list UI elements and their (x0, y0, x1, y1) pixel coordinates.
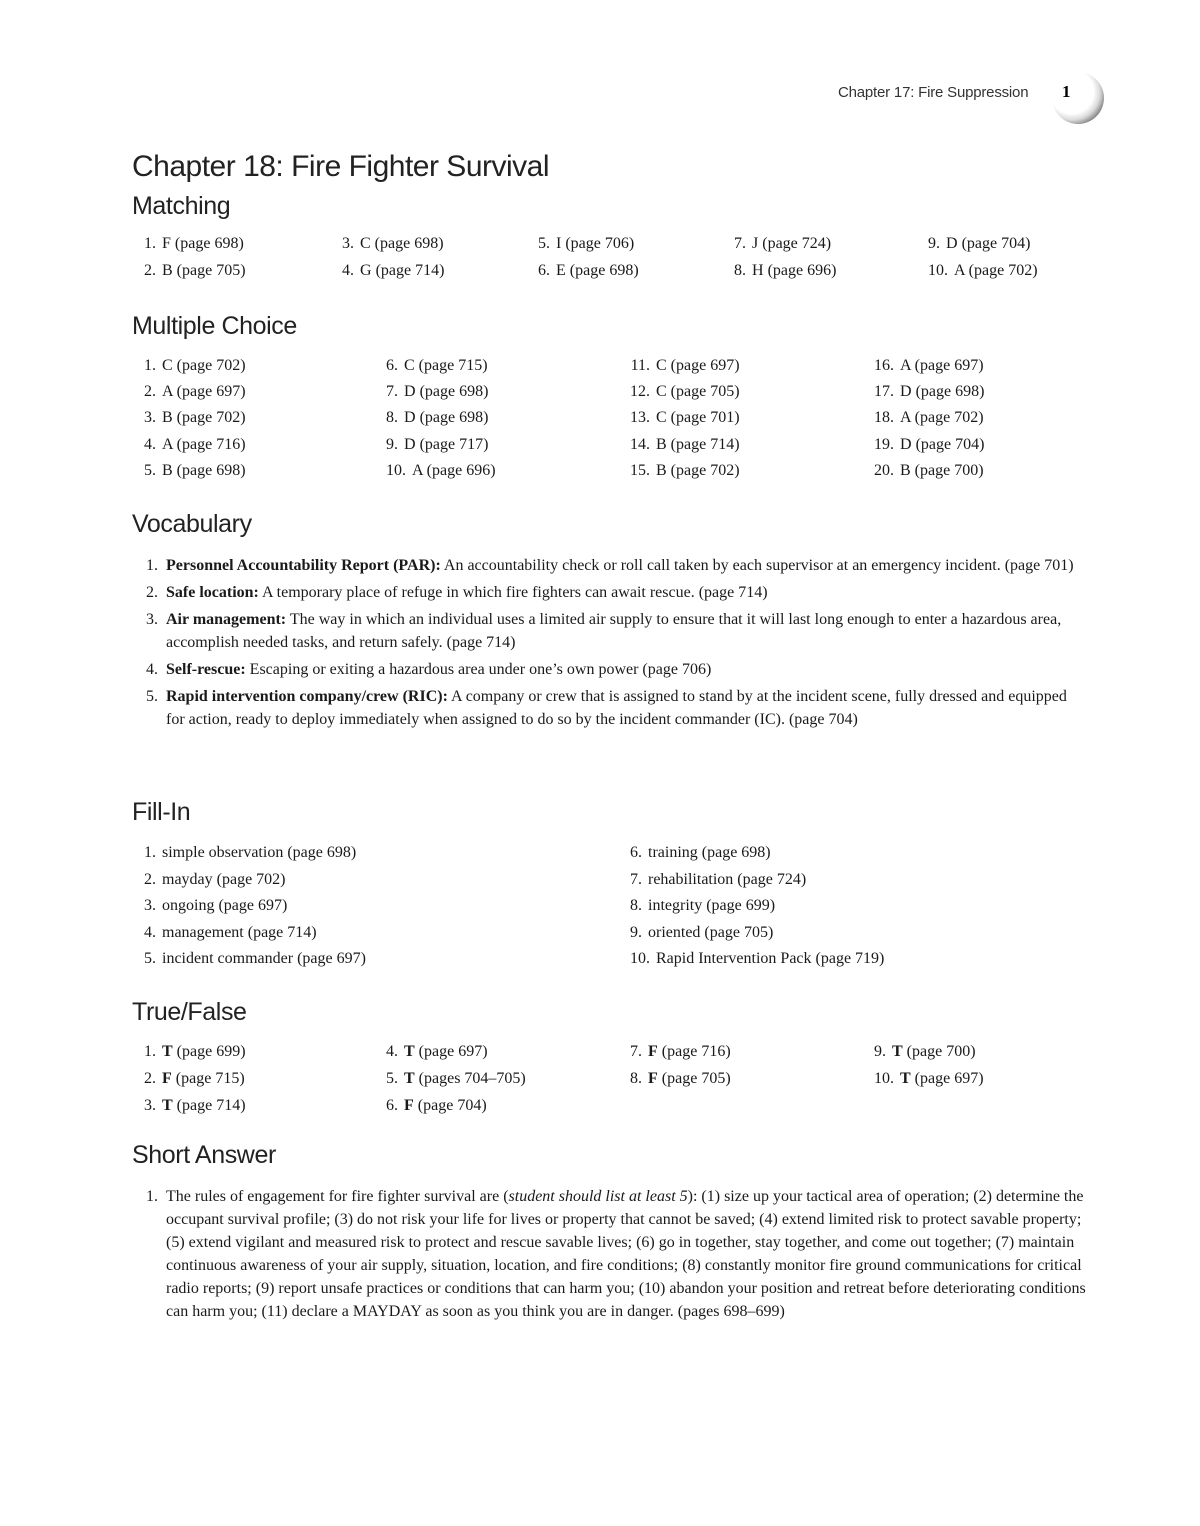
answer-letter: C (656, 409, 667, 426)
page-reference: (page 698) (374, 235, 444, 252)
page-reference: (page 714) (375, 262, 445, 279)
answer-letter: D (404, 383, 416, 400)
item-number: 8. (386, 409, 398, 426)
answer-item (380, 382, 488, 402)
page-number-badge (1052, 72, 1104, 124)
item-number: 9. (386, 436, 398, 453)
item-number: 3. (146, 611, 158, 628)
page-reference: (page 702) (176, 409, 246, 426)
page-reference: (page 698) (915, 383, 985, 400)
answer-letter: B (162, 462, 173, 479)
answer-text: incident commander (page 697) (162, 950, 366, 967)
answer-item (624, 382, 740, 402)
vocabulary-definition: An accountability check or roll call taken by each supervisor at an emergency incident. (page 701) (440, 557, 1074, 574)
answer-item (138, 1096, 246, 1116)
page-reference: (page 705) (661, 1070, 731, 1087)
item-number: 6. (538, 262, 550, 279)
short-answer-lead: The rules of engagement for fire fighter survival are ( (166, 1188, 509, 1205)
answer-item (138, 896, 287, 916)
item-number: 20. (874, 462, 894, 479)
answer-letter: T (900, 1070, 911, 1087)
answer-item (624, 435, 740, 455)
item-number: 2. (144, 262, 156, 279)
answer-item (138, 843, 356, 863)
item-number: 3. (144, 1097, 156, 1114)
answer-item (868, 356, 984, 376)
item-number: 5. (144, 462, 156, 479)
item-number: 2. (144, 383, 156, 400)
item-number: 7. (386, 383, 398, 400)
page-reference: (page 716) (176, 436, 246, 453)
page-reference: (page 698) (176, 462, 246, 479)
answer-item (624, 870, 806, 890)
answer-letter: D (404, 436, 416, 453)
page-reference: (page 704) (961, 235, 1031, 252)
answer-letter: B (656, 462, 667, 479)
answer-letter: C (656, 357, 667, 374)
page-reference: (page 696) (767, 262, 837, 279)
running-header: Chapter 17: Fire Suppression (838, 84, 1029, 101)
item-number: 8. (630, 897, 642, 914)
fill-in-heading: Fill-In (132, 798, 191, 826)
answer-letter: C (656, 383, 667, 400)
answer-item (138, 435, 246, 455)
answer-item (624, 923, 773, 943)
answer-letter: B (656, 436, 667, 453)
answer-item (624, 949, 884, 969)
item-number: 4. (144, 924, 156, 941)
item-number: 1. (144, 235, 156, 252)
item-number: 1. (146, 557, 158, 574)
vocabulary-list (146, 554, 1086, 731)
answer-letter: T (404, 1043, 415, 1060)
answer-letter: D (946, 235, 958, 252)
answer-item (532, 261, 639, 281)
vocabulary-definition: Escaping or exiting a hazardous area under one’s own power (page 706) (245, 661, 712, 678)
answer-letter: C (404, 357, 415, 374)
answer-letter: C (360, 235, 371, 252)
answer-letter: H (752, 262, 764, 279)
short-answer-body: ): (1) size up your tactical area of operation; (2) determine the occupant survival profile; (3) do not risk your life for lives or property that cannot be saved; (4) extend limited risk to protect savable property; (5) extend vigilant and measured risk to protect and rescue savable lives; (6) go in together, stay together, and come out together; (7) maintain continuous awareness of your air supply, situation, location, and fire conditions; (8) constantly monitor fire ground communications for critical radio reports; (9) report unsafe practices or conditions that can harm you; (10) abandon your position and retreat before deteriorating conditions can harm you; (11) declare a MAYDAY as soon as you think you are in danger. (pages 698–699) (166, 1188, 1086, 1320)
answer-letter: T (162, 1097, 173, 1114)
item-number: 4. (144, 436, 156, 453)
answer-letter: B (900, 462, 911, 479)
vocabulary-term: Personnel Accountability Report (PAR): (166, 557, 441, 574)
answer-item (138, 923, 317, 943)
answer-item (624, 408, 740, 428)
item-number: 9. (630, 924, 642, 941)
page-reference: (pages 704–705) (418, 1070, 526, 1087)
item-number: 18. (874, 409, 894, 426)
vocabulary-term: Rapid intervention company/crew (RIC): (166, 688, 448, 705)
page-reference: (page 697) (914, 357, 984, 374)
answer-item (728, 261, 836, 281)
vocabulary-heading: Vocabulary (132, 510, 252, 538)
answer-letter: D (900, 383, 912, 400)
answer-item (138, 870, 286, 890)
item-number: 5. (538, 235, 550, 252)
answer-item (532, 234, 634, 254)
true-false-heading: True/False (132, 998, 247, 1026)
item-number: 5. (144, 950, 156, 967)
answer-letter: I (556, 235, 562, 252)
item-number: 4. (342, 262, 354, 279)
vocabulary-term: Air management: (166, 611, 287, 628)
answer-letter: A (162, 436, 173, 453)
page-reference: (page 715) (175, 1070, 245, 1087)
item-number: 10. (874, 1070, 894, 1087)
answer-item (922, 234, 1030, 254)
answer-text: training (page 698) (648, 844, 771, 861)
item-number: 5. (386, 1070, 398, 1087)
item-number: 1. (144, 844, 156, 861)
short-answer-instruction: student should list at least 5 (508, 1188, 688, 1205)
answer-item (868, 1069, 984, 1089)
short-answer-item (146, 1185, 1096, 1323)
answer-item (138, 1069, 245, 1089)
item-number: 1. (146, 1188, 158, 1205)
answer-item (868, 461, 984, 481)
item-number: 6. (386, 357, 398, 374)
answer-item (336, 234, 444, 254)
page-number: 1 (1062, 82, 1071, 101)
chapter-title: Chapter 18: Fire Fighter Survival (132, 150, 550, 183)
page-reference: (page 697) (176, 383, 246, 400)
page-reference: (page 715) (418, 357, 488, 374)
answer-item (138, 461, 246, 481)
page-reference: (page 702) (968, 262, 1038, 279)
page-reference: (page 700) (914, 462, 984, 479)
answer-item (624, 356, 740, 376)
answer-letter: A (900, 357, 911, 374)
answer-letter: A (954, 262, 965, 279)
answer-letter: G (360, 262, 372, 279)
page-reference: (page 705) (176, 262, 246, 279)
answer-item (380, 1042, 488, 1062)
page-reference: (page 698) (569, 262, 639, 279)
answer-item (138, 382, 246, 402)
page-reference: (page 705) (670, 383, 740, 400)
item-number: 8. (630, 1070, 642, 1087)
page-reference: (page 714) (670, 436, 740, 453)
answer-item (380, 461, 496, 481)
item-number: 3. (342, 235, 354, 252)
answer-letter: E (556, 262, 566, 279)
answer-letter: A (412, 462, 423, 479)
page-reference: (page 696) (426, 462, 496, 479)
page-reference: (page 697) (670, 357, 740, 374)
page-reference: (page 704) (417, 1097, 487, 1114)
item-number: 6. (386, 1097, 398, 1114)
vocabulary-term: Self-rescue: (166, 661, 246, 678)
item-number: 16. (874, 357, 894, 374)
vocabulary-item (146, 608, 1086, 654)
vocabulary-item (146, 581, 1086, 604)
answer-letter: T (162, 1043, 173, 1060)
page-reference: (page 701) (670, 409, 740, 426)
vocabulary-item (146, 658, 1086, 681)
page-reference: (page 714) (176, 1097, 246, 1114)
item-number: 4. (146, 661, 158, 678)
item-number: 2. (144, 1070, 156, 1087)
item-number: 10. (928, 262, 948, 279)
item-number: 4. (386, 1043, 398, 1060)
answer-item (138, 949, 366, 969)
item-number: 15. (630, 462, 650, 479)
answer-item (138, 234, 244, 254)
answer-item (868, 382, 984, 402)
answer-item (138, 261, 246, 281)
page-reference: (page 717) (419, 436, 489, 453)
item-number: 9. (874, 1043, 886, 1060)
page-reference: (page 702) (670, 462, 740, 479)
answer-item (922, 261, 1038, 281)
answer-letter: J (752, 235, 759, 252)
answer-letter: C (162, 357, 173, 374)
answer-letter: A (900, 409, 911, 426)
answer-item (138, 356, 246, 376)
answer-letter: D (404, 409, 416, 426)
item-number: 12. (630, 383, 650, 400)
answer-item (868, 408, 984, 428)
answer-text: simple observation (page 698) (162, 844, 357, 861)
vocabulary-definition: A temporary place of refuge in which fire fighters can await rescue. (page 714) (258, 584, 768, 601)
page-reference: (page 699) (176, 1043, 246, 1060)
item-number: 3. (144, 409, 156, 426)
answer-item (624, 1042, 731, 1062)
item-number: 8. (734, 262, 746, 279)
answer-item (336, 261, 444, 281)
answer-text: ongoing (page 697) (162, 897, 288, 914)
vocabulary-item (146, 554, 1086, 577)
item-number: 5. (146, 688, 158, 705)
answer-letter: T (892, 1043, 903, 1060)
answer-letter: F (648, 1043, 658, 1060)
item-number: 10. (386, 462, 406, 479)
answer-item (624, 896, 775, 916)
answer-item (868, 1042, 976, 1062)
item-number: 1. (144, 357, 156, 374)
answer-item (380, 1096, 487, 1116)
vocabulary-definition: A company or crew that is assigned to stand by at the incident scene, fully dressed and equipped for action, ready to deploy immediately when assigned to do so by the incident commander (IC). (page 704) (166, 688, 1067, 728)
answer-text: rehabilitation (page 724) (648, 871, 807, 888)
item-number: 2. (146, 584, 158, 601)
item-number: 7. (630, 1043, 642, 1060)
multiple-choice-heading: Multiple Choice (132, 312, 297, 340)
item-number: 11. (630, 357, 650, 374)
answer-letter: F (648, 1070, 658, 1087)
page-reference: (page 697) (418, 1043, 488, 1060)
item-number: 1. (144, 1043, 156, 1060)
answer-letter: F (162, 235, 171, 252)
page-reference: (page 698) (419, 409, 489, 426)
item-number: 7. (630, 871, 642, 888)
item-number: 7. (734, 235, 746, 252)
vocabulary-term: Safe location: (166, 584, 259, 601)
answer-letter: T (404, 1070, 415, 1087)
answer-item (868, 435, 984, 455)
answer-item (624, 843, 771, 863)
page-reference: (page 697) (914, 1070, 984, 1087)
answer-item (138, 408, 246, 428)
answer-item (380, 408, 488, 428)
answer-item (380, 356, 488, 376)
page-reference: (page 724) (762, 235, 832, 252)
item-number: 6. (630, 844, 642, 861)
item-number: 10. (630, 950, 650, 967)
answer-item (380, 1069, 526, 1089)
matching-heading: Matching (132, 192, 231, 220)
item-number: 13. (630, 409, 650, 426)
page-reference: (page 704) (915, 436, 985, 453)
item-number: 3. (144, 897, 156, 914)
answer-item (138, 1042, 246, 1062)
answer-letter: F (404, 1097, 414, 1114)
answer-item (380, 435, 488, 455)
page-reference: (page 700) (906, 1043, 976, 1060)
item-number: 14. (630, 436, 650, 453)
item-number: 19. (874, 436, 894, 453)
page-reference: (page 716) (661, 1043, 731, 1060)
answer-text: integrity (page 699) (648, 897, 776, 914)
answer-letter: A (162, 383, 173, 400)
answer-item (624, 1069, 731, 1089)
page-reference: (page 706) (565, 235, 635, 252)
vocabulary-definition: The way in which an individual uses a limited air supply to ensure that it will last long enough to enter a hazardous area, accomplish needed tasks, and return safely. (page 714) (166, 611, 1062, 651)
item-number: 9. (928, 235, 940, 252)
page-reference: (page 698) (419, 383, 489, 400)
answer-letter: D (900, 436, 912, 453)
answer-text: Rapid Intervention Pack (page 719) (656, 950, 885, 967)
answer-text: management (page 714) (162, 924, 317, 941)
answer-item (728, 234, 831, 254)
answer-text: mayday (page 702) (162, 871, 286, 888)
answer-letter: B (162, 262, 173, 279)
page-reference: (page 702) (914, 409, 984, 426)
page-reference: (page 702) (176, 357, 246, 374)
vocabulary-item (146, 685, 1086, 731)
answer-item (624, 461, 740, 481)
answer-letter: B (162, 409, 173, 426)
answer-text: oriented (page 705) (648, 924, 774, 941)
page-reference: (page 698) (174, 235, 244, 252)
short-answer-heading: Short Answer (132, 1141, 276, 1169)
answer-letter: F (162, 1070, 172, 1087)
item-number: 2. (144, 871, 156, 888)
item-number: 17. (874, 383, 894, 400)
